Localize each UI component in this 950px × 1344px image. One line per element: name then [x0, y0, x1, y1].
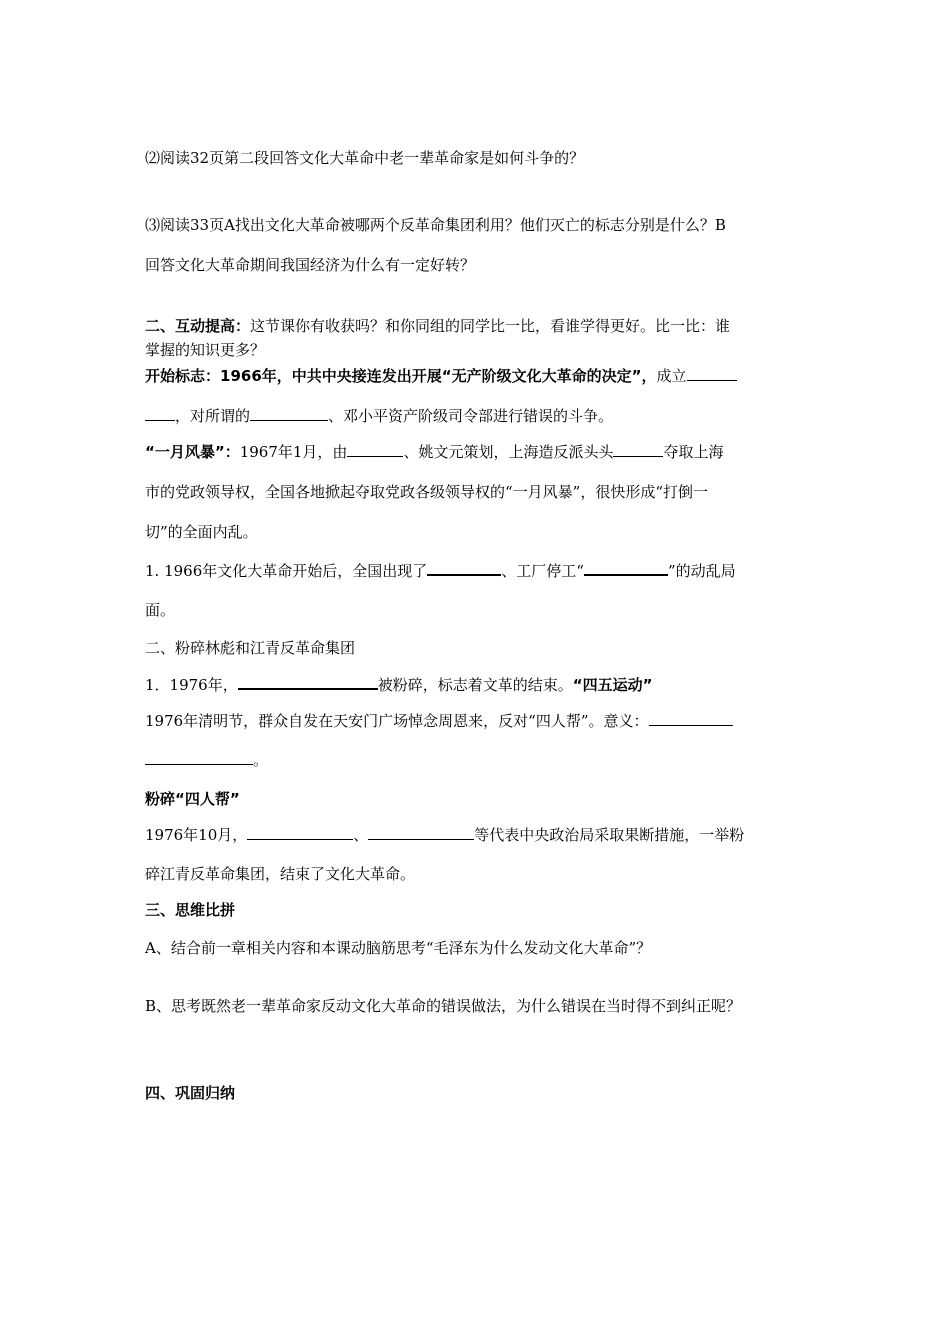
january-storm-label: “一月风暴”：: [145, 443, 240, 461]
item1-line1: [145, 560, 736, 581]
question-3-line1: ⑶阅读33页A找出文化大革命被哪两个反革命集团利用？他们灭亡的标志分别是什么？B: [145, 216, 726, 234]
blank[interactable]: [613, 442, 663, 457]
start-sign-line2: [145, 406, 613, 426]
question-2: ⑵阅读32页第二段回答文化大革命中老一辈革命家是如何斗争的？: [145, 149, 585, 167]
start-sign-tail: 成立: [656, 367, 687, 385]
start-sign-line: [145, 366, 737, 386]
october-line1: [145, 825, 744, 845]
blank[interactable]: [145, 406, 175, 421]
blank[interactable]: [247, 825, 353, 840]
qingming-line2: [145, 750, 268, 770]
smash-gang-of-four-heading: 粉碎“四人帮”: [145, 790, 240, 808]
section3-question-b: B、思考既然老一辈革命家反动文化大革命的错误做法，为什么错误在当时得不到纠正呢？: [145, 997, 742, 1015]
january-storm-line2: 市的党政领导权，全国各地掀起夺取党政各级领导权的“一月风暴”，很快形成“打倒一: [145, 483, 709, 501]
qingming-text: 1976年清明节，群众自发在天安门广场悼念周恩来，反对“四人帮”。意义：: [145, 712, 649, 730]
blank[interactable]: [250, 406, 328, 421]
item1-a: 1. 1966年文化大革命开始后，全国出现了: [145, 562, 428, 580]
oct-a: 1976年10月，: [145, 826, 248, 844]
blank[interactable]: [687, 366, 737, 381]
blank[interactable]: [145, 750, 253, 765]
qingming-end: 。: [253, 751, 269, 769]
section2-heading: 二、互动提高：: [145, 317, 251, 335]
smash-item1-a: 1．1976年，: [145, 676, 238, 694]
section2-intro: [145, 316, 730, 336]
blank[interactable]: [347, 442, 403, 457]
storm-text-b: 、姚文元策划，上海造反派头头: [403, 443, 614, 461]
start-sign-line2-a: ，对所谓的: [175, 407, 251, 425]
blank[interactable]: [368, 825, 474, 840]
start-sign-line2-b: 、邓小平资产阶级司令部进行错误的斗争。: [328, 407, 614, 425]
section3-heading: 三、思维比拼: [145, 901, 236, 919]
smash-item1: [145, 674, 652, 695]
start-sign-text: 1966年，中共中央接连发出开展“无产阶级文化大革命的决定”，: [220, 367, 657, 385]
april-fifth-movement: “四五运动”: [572, 676, 653, 694]
question-3-line2: 回答文化大革命期间我国经济为什么有一定好转？: [145, 256, 476, 274]
section4-heading: 四、巩固归纳: [145, 1084, 236, 1102]
section2-intro-text: 这节课你有收获吗？和你同组的同学比一比，看谁学得更好。比一比：谁: [250, 317, 731, 335]
item1-c: ”的动乱局: [667, 562, 736, 580]
blank[interactable]: [238, 674, 378, 690]
section3-question-a: A、结合前一章相关内容和本课动脑筋思考“毛泽东为什么发动文化大革命”？: [145, 939, 652, 957]
item1-b: 、工厂停工“: [501, 562, 584, 580]
october-line2: 碎江青反革命集团，结束了文化大革命。: [145, 865, 416, 883]
blank[interactable]: [427, 560, 501, 576]
storm-text-a: 1967年1月，由: [239, 443, 348, 461]
start-sign-label: 开始标志：: [145, 367, 221, 385]
smash-heading: 二、粉碎林彪和江青反革命集团: [145, 639, 356, 657]
section2-intro-line2: 掌握的知识更多？: [145, 341, 266, 359]
blank[interactable]: [649, 711, 733, 726]
qingming-line1: [145, 711, 733, 731]
storm-text-c: 夺取上海: [663, 443, 724, 461]
oct-c: 等代表中央政治局采取果断措施，一举粉: [474, 826, 745, 844]
item1-line2: 面。: [145, 601, 176, 619]
oct-b: 、: [353, 826, 369, 844]
january-storm-line1: [145, 442, 723, 462]
january-storm-line3: 切”的全面内乱。: [145, 523, 258, 541]
smash-item1-b: 被粉碎，标志着文革的结束。: [377, 676, 573, 694]
blank[interactable]: [584, 560, 668, 576]
